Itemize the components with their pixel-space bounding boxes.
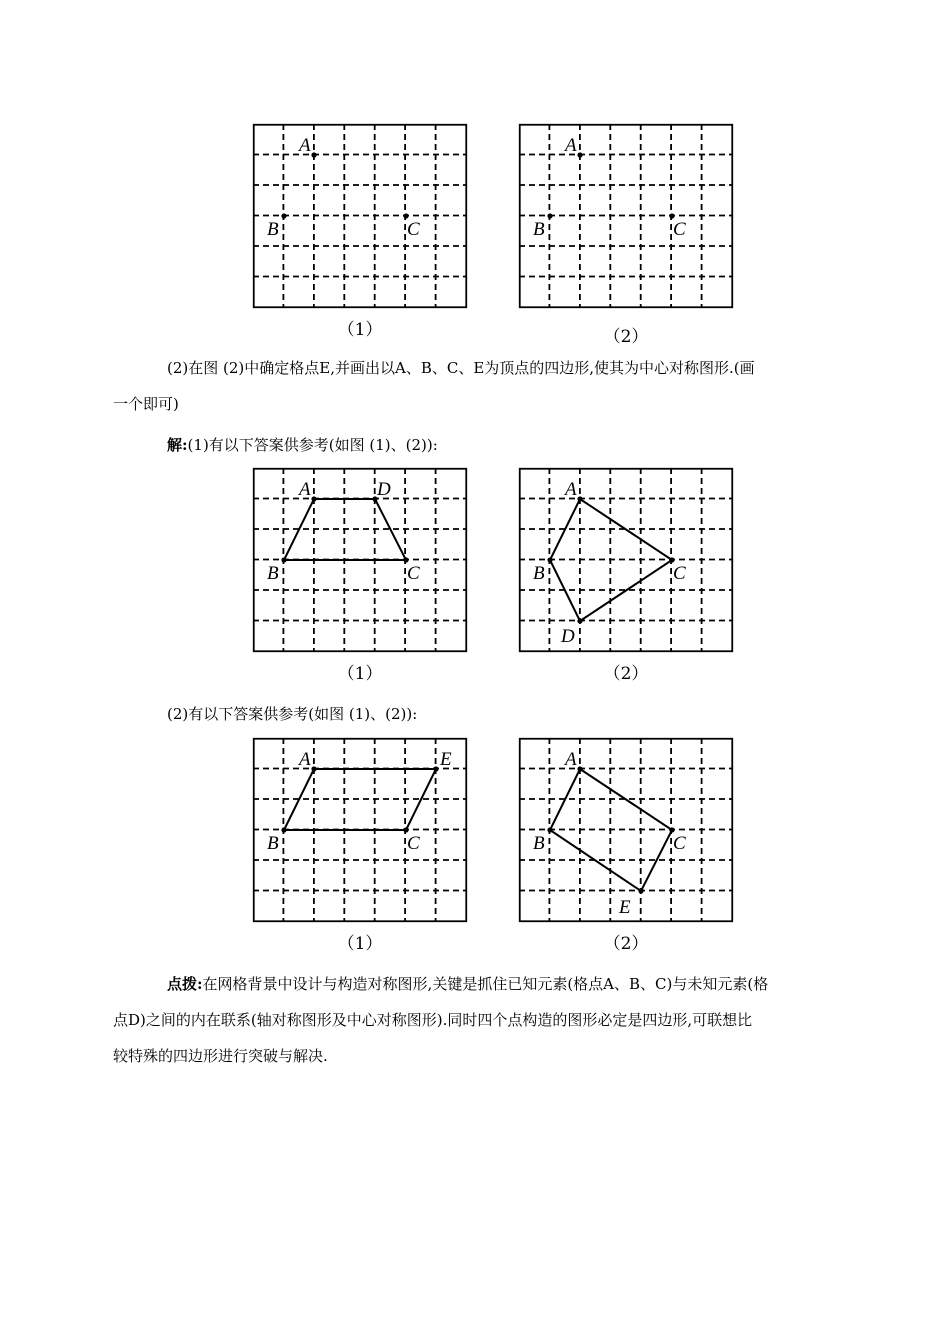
solution-part1-text: (1)有以下答案供参考(如图 (1)、(2)): [187, 436, 438, 454]
point-a [311, 766, 316, 771]
label-b: B [267, 563, 279, 584]
label-c: C [673, 219, 686, 240]
label-a: A [299, 749, 311, 770]
figure-answer2-parallelogram [253, 738, 467, 922]
label-c: C [407, 833, 420, 854]
label-c: C [407, 219, 420, 240]
solution-part2-text: (2)有以下答案供参考(如图 (1)、(2)): [167, 705, 418, 723]
caption-answer1-2: （2） [603, 664, 649, 684]
figure-answer1-trapezoid [253, 468, 467, 652]
point-c [403, 557, 408, 562]
label-a: A [565, 135, 577, 156]
point-b [281, 557, 286, 562]
label-e: E [440, 749, 452, 770]
caption-answer2-1: （1） [337, 934, 383, 954]
question-2 [113, 350, 838, 422]
tip-line2: 点D)之间的内在联系(轴对称图形及中心对称图形).同时四个点构造的图形必定是四边形,可联想比 [113, 1011, 753, 1029]
caption-answer2-2: （2） [603, 934, 649, 954]
point-c [669, 557, 674, 562]
label-b: B [533, 833, 545, 854]
figure-given-1 [253, 124, 467, 308]
label-a: A [299, 135, 311, 156]
label-e: E [619, 897, 631, 918]
point-d [577, 618, 582, 623]
label-a: A [565, 749, 577, 770]
label-c: C [407, 563, 420, 584]
point-a [311, 152, 316, 157]
caption-given-2: （2） [603, 327, 649, 347]
solution-part1 [113, 427, 838, 463]
question-2-line2: 一个即可) [113, 395, 179, 413]
point-b [281, 213, 286, 218]
point-a [311, 496, 316, 501]
tip-label: 点拨: [167, 975, 203, 993]
tip-line1: 在网格背景中设计与构造对称图形,关键是抓住已知元素(格点A、B、C)与未知元素(格 [202, 975, 769, 993]
point-e [638, 888, 643, 893]
caption-given-1: （1） [337, 320, 383, 340]
question-2-line1: (2)在图 (2)中确定格点E,并画出以A、B、C、E为顶点的四边形,使其为中心对称图形.(画 [167, 359, 755, 377]
label-c: C [673, 563, 686, 584]
tip-line3: 较特殊的四边形进行突破与解决. [113, 1047, 328, 1065]
figure-answer1-kite [519, 468, 733, 652]
label-a: A [565, 479, 577, 500]
point-b [547, 557, 552, 562]
point-c [669, 827, 674, 832]
label-a: A [299, 479, 311, 500]
solution-label: 解: [167, 436, 188, 454]
label-b: B [533, 563, 545, 584]
point-a [577, 152, 582, 157]
tip-paragraph [113, 966, 838, 1074]
label-d: D [561, 626, 575, 647]
point-a [577, 766, 582, 771]
figure-given-2 [519, 124, 733, 308]
point-c [403, 827, 408, 832]
label-b: B [267, 219, 279, 240]
solution-part2 [113, 696, 838, 732]
point-c [669, 213, 674, 218]
point-e [433, 766, 438, 771]
point-b [547, 827, 552, 832]
label-c: C [673, 833, 686, 854]
label-b: B [267, 833, 279, 854]
point-c [403, 213, 408, 218]
label-b: B [533, 219, 545, 240]
point-b [547, 213, 552, 218]
label-d: D [377, 479, 391, 500]
point-b [281, 827, 286, 832]
figure-answer2-rectangle [519, 738, 733, 922]
caption-answer1-1: （1） [337, 664, 383, 684]
point-a [577, 496, 582, 501]
